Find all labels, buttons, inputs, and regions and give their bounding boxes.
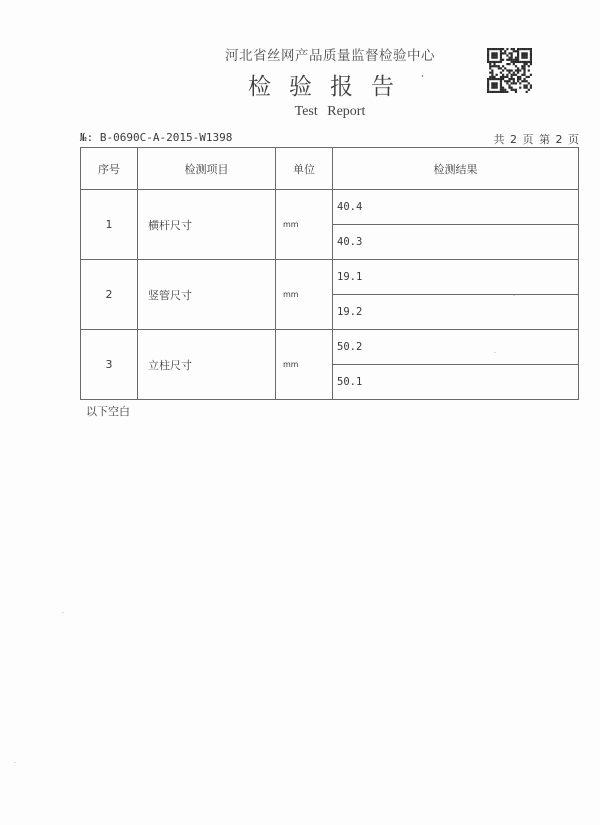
header-unit: 单位	[276, 148, 333, 190]
result-value: 40.3	[333, 225, 579, 260]
report-subtitle: Test Report	[294, 104, 366, 119]
scan-speck: ·	[62, 610, 64, 617]
table-row	[81, 330, 579, 365]
scan-speck: ʻ	[421, 74, 425, 85]
header-result: 检测结果	[333, 148, 579, 190]
result-value: 40.4	[333, 190, 579, 225]
qr-code-icon	[487, 48, 532, 93]
results-table	[80, 147, 579, 400]
scan-speck: ·	[494, 350, 496, 357]
page-count: 共 2 页 第 2 页	[493, 133, 580, 146]
row-number: 1	[81, 190, 138, 260]
result-value: 19.2	[333, 295, 579, 330]
row-item: 立柱尺寸	[138, 330, 276, 400]
table-header-row	[81, 148, 579, 190]
header-item: 检测项目	[138, 148, 276, 190]
row-number: 3	[81, 330, 138, 400]
report-meta	[80, 131, 580, 147]
table-row	[81, 190, 579, 225]
header-no: 序号	[81, 148, 138, 190]
result-value: 19.1	[333, 260, 579, 295]
result-value: 50.1	[333, 365, 579, 400]
table-row	[81, 260, 579, 295]
organization-name: 河北省丝网产品质量监督检验中心	[225, 48, 435, 64]
scan-speck: ·	[14, 760, 16, 767]
row-unit: mm	[276, 330, 333, 400]
blank-below-note: 以下空白	[86, 405, 130, 418]
row-item: 横杆尺寸	[138, 190, 276, 260]
row-unit: mm	[276, 260, 333, 330]
result-value: 50.2	[333, 330, 579, 365]
row-item: 竖管尺寸	[138, 260, 276, 330]
report-number: №: B-0690C-A-2015-W1398	[80, 131, 233, 144]
row-unit: mm	[276, 190, 333, 260]
scan-speck: ·	[513, 293, 515, 300]
report-title: 检验报告	[248, 74, 412, 100]
row-number: 2	[81, 260, 138, 330]
